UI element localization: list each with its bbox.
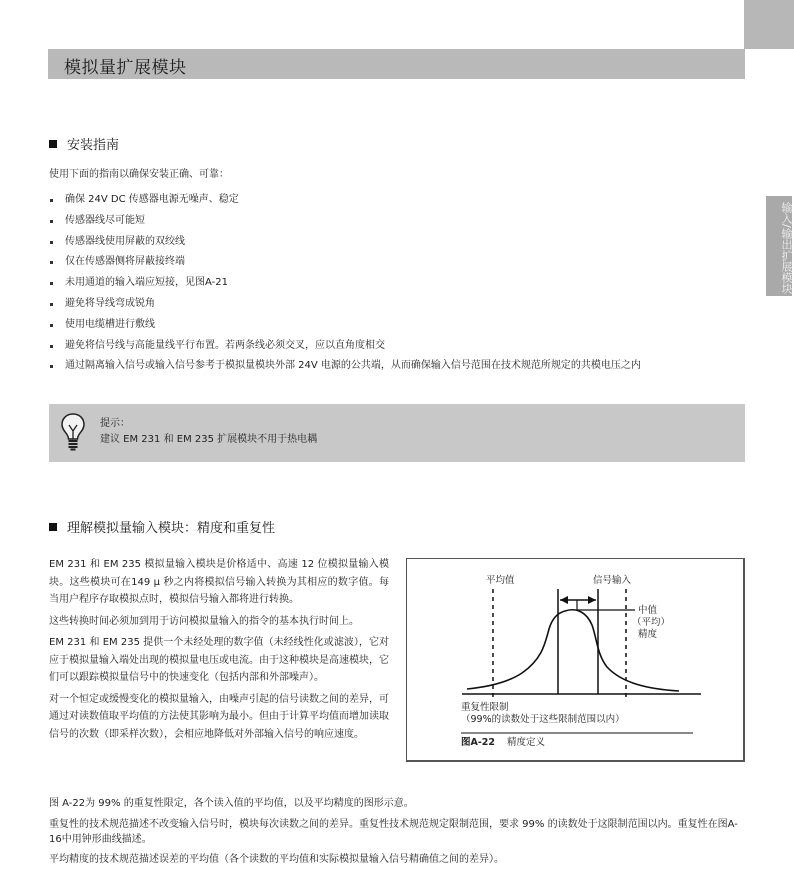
page-title-bar [48, 49, 745, 79]
accuracy-paragraph: EM 231 和 EM 235 提供一个未经处理的数字值（未经线性化或滤波），它对应于模拟量输入端处出现的模拟量电压或电流。由于这种模块是高速模块，它们可以跟踪模拟量信号中的快速变化（包括内部和外部噪声）。 [49, 637, 389, 683]
figure-accuracy-definition [406, 558, 745, 762]
accuracy-paragraph: 这些转换时间必须加到用于访问模拟量输入的指令的基本执行时间上。 [49, 615, 359, 627]
arrow-right-icon [588, 596, 596, 604]
arrow-left-icon [560, 596, 568, 604]
list-item: 未用通道的输入端应短接，见图A-21 [49, 273, 641, 294]
install-heading-text: 安装指南 [67, 138, 120, 153]
figure-title: 精度定义 [507, 737, 546, 748]
list-item: 避免将信号线与高能量线平行布置。若两条线必须交叉，应以直角度相交 [49, 336, 641, 357]
page-title: 模拟量扩展模块 [64, 58, 187, 78]
install-heading [49, 134, 119, 153]
label-mean-value: 平均值 [486, 575, 515, 586]
square-bullet-icon [49, 140, 57, 148]
tip-box [49, 404, 745, 462]
accuracy-heading [49, 517, 275, 536]
lightbulb-icon [60, 412, 86, 452]
side-tab-label: 输入/输出扩展模块 [766, 196, 792, 296]
list-item: 仅在传感器侧将屏蔽接终端 [49, 252, 641, 273]
bottom-paragraph: 图 A-22为 99% 的重复性限定，各个读入值的平均值，以及平均精度的图形示意。 [49, 798, 414, 809]
list-item: 使用电缆槽进行敷线 [49, 315, 641, 336]
install-bullet-list [49, 190, 641, 377]
install-intro: 使用下面的指南以确保安装正确、可靠： [49, 169, 229, 180]
square-bullet-icon [49, 523, 57, 531]
list-item: 避免将导线弯成锐角 [49, 294, 641, 315]
figure-number: 图A-22 [461, 737, 496, 748]
list-item: 传感器线尽可能短 [49, 211, 641, 232]
label-repeatability-line2: （99%的读数处于这些限制范围以内） [461, 714, 625, 725]
corner-tab [744, 0, 794, 49]
label-accuracy-line3: 精度 [638, 629, 658, 640]
list-item: 确保 24V DC 传感器电源无噪声、稳定 [49, 190, 641, 211]
accuracy-paragraph: EM 231 和 EM 235 模拟量输入模块是价格适中、高速 12 位模拟量输入模块。这些模块可在149 μ 秒之内将模拟信号输入转换为其相应的数字值。每当用户程序存取模拟点时，模拟信号输入都将进行转换。 [49, 559, 389, 605]
accuracy-paragraph: 对一个恒定或缓慢变化的模拟量输入，由噪声引起的信号读数之间的差异，可通过对读数值取平均值的方法使其影响为最小。但由于计算平均值而增加读取信号的次数（即采样次数），会相应地降低对外部输入信号的响应速度。 [49, 693, 389, 740]
label-accuracy-line1: 中值 [638, 605, 658, 616]
accuracy-heading-text: 理解模拟量输入模块：精度和重复性 [67, 521, 276, 536]
accuracy-body [49, 556, 389, 747]
tip-text: 建议 EM 231 和 EM 235 扩展模块不用于热电耦 [100, 434, 318, 445]
bell-curve-diagram [407, 559, 746, 763]
bottom-paragraph: 重复性的技术规范描述不改变输入信号时，模块每次读数之间的差异。重复性技术规范规定限制范围，要求 99% 的读数处于这限制范围以内。重复性在图A-16中用钟形曲线描述。 [49, 819, 738, 845]
bottom-paragraph: 平均精度的技术规范描述误差的平均值（各个读数的平均值和实际模拟量输入信号精确值之间的差异）。 [49, 854, 504, 865]
label-repeatability-line1: 重复性限制 [461, 702, 509, 713]
label-signal-input: 信号输入 [593, 575, 632, 586]
label-accuracy-line2: （平均） [632, 617, 671, 628]
list-item: 传感器线使用屏蔽的双绞线 [49, 232, 641, 253]
list-item: 通过隔离输入信号或输入信号参考于模拟量模块外部 24V 电源的公共端，从而确保输入信号范围在技术规范所规定的共模电压之内 [49, 356, 641, 377]
tip-label: 提示： [100, 418, 130, 429]
